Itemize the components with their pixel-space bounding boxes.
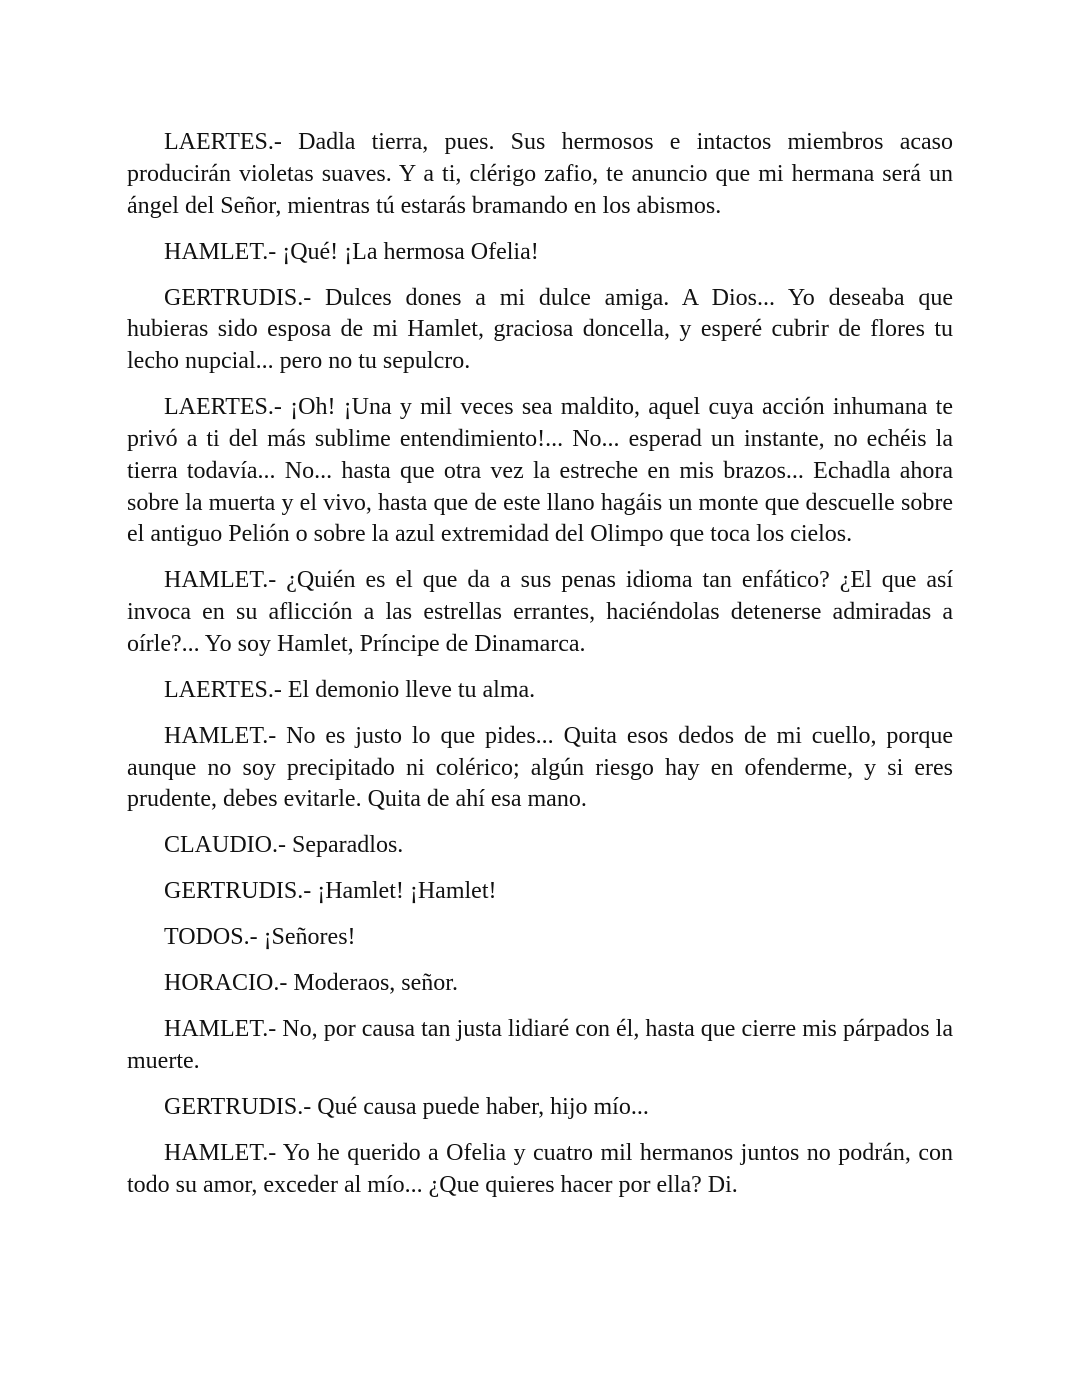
dialogue-paragraph [127,565,953,660]
speaker-name: HAMLET.- [164,1016,277,1043]
speaker-name: HAMLET.- [164,567,277,594]
dialogue-paragraph [127,675,953,707]
speaker-name: HORACIO.- [164,970,288,997]
dialogue-paragraph [127,922,953,954]
dialogue-text: ¡Qué! ¡La hermosa Ofelia! [282,238,539,265]
dialogue-paragraph [127,127,953,222]
dialogue-text: Dulces dones a mi dulce amiga. A Dios... Yo deseaba que hubieras sido esposa de mi Hamlet, graciosa doncella, y esperé cubrir de flores tu lecho nupcial... pero no tu sepulcro. [127,284,954,375]
dialogue-paragraph [127,237,953,269]
speaker-name: TODOS.- [164,924,258,951]
dialogue-text: El demonio lleve tu alma. [287,676,536,703]
dialogue-text: Separadlos. [291,832,404,859]
dialogue-paragraph [127,876,953,908]
speaker-name: GERTRUDIS.- [164,878,312,905]
dialogue-text: Moderaos, señor. [293,970,458,997]
dialogue-paragraph [127,721,953,816]
speaker-name: HAMLET.- [164,1140,277,1167]
speaker-name: LAERTES.- [164,676,282,703]
dialogue-text: No es justo lo que pides... Quita esos dedos de mi cuello, porque aunque no soy precipitado ni colérico; algún riesgo hay en ofenderme, y si eres prudente, debes evitarle. Quita de ahí esa mano. [127,722,953,813]
document-page [127,127,953,1216]
dialogue-paragraph [127,1138,953,1202]
dialogue-paragraph [127,1014,953,1078]
dialogue-text: Qué causa puede haber, hijo mío... [317,1094,649,1121]
dialogue-text: ¡Hamlet! ¡Hamlet! [317,878,497,905]
dialogue-text: ¿Quién es el que da a sus penas idioma tan enfático? ¿El que así invoca en su aflicción a las estrellas errantes, haciéndolas detenerse admiradas a oírle?... Yo soy Hamlet, Príncipe de Dinamarca. [127,567,954,657]
dialogue-paragraph [127,968,953,1000]
speaker-name: CLAUDIO.- [164,832,286,859]
speaker-name: GERTRUDIS.- [164,284,312,311]
dialogue-text: Yo he querido a Ofelia y cuatro mil hermanos juntos no podrán, con todo su amor, exceder al mío... ¿Que quieres hacer por ella? Di. [127,1140,954,1198]
dialogue-text: ¡Señores! [263,924,356,951]
speaker-name: LAERTES.- [164,129,282,155]
speaker-name: LAERTES.- [164,394,282,421]
dialogue-text: No, por causa tan justa lidiaré con él, hasta que cierre mis párpados la muerte. [127,1016,954,1075]
dialogue-paragraph [127,1092,953,1124]
speaker-name: GERTRUDIS.- [164,1094,312,1121]
speaker-name: HAMLET.- [164,238,277,265]
dialogue-paragraph [127,283,953,378]
speaker-name: HAMLET.- [164,722,277,749]
dialogue-paragraph [127,830,953,862]
dialogue-paragraph [127,392,953,551]
dialogue-text: Dadla tierra, pues. Sus hermosos e intactos miembros acaso producirán violetas suaves. Y a ti, clérigo zafio, te anuncio que mi hermana será un ángel del Señor, mientras tú estarás bramando en los abismos. [127,129,954,219]
dialogue-text: ¡Oh! ¡Una y mil veces sea maldito, aquel cuya acción inhumana te privó a ti del más sublime entendimiento!... No... esperad un instante, no echéis la tierra todavía... No... hasta que otra vez la estreche en mis brazos... Echadla ahora sobre la muerta y el vivo, hasta que de este llano hagáis un monte que descuelle sobre el antiguo Pelión o sobre la azul extremidad del Olimpo que toca los cielos. [127,394,953,548]
